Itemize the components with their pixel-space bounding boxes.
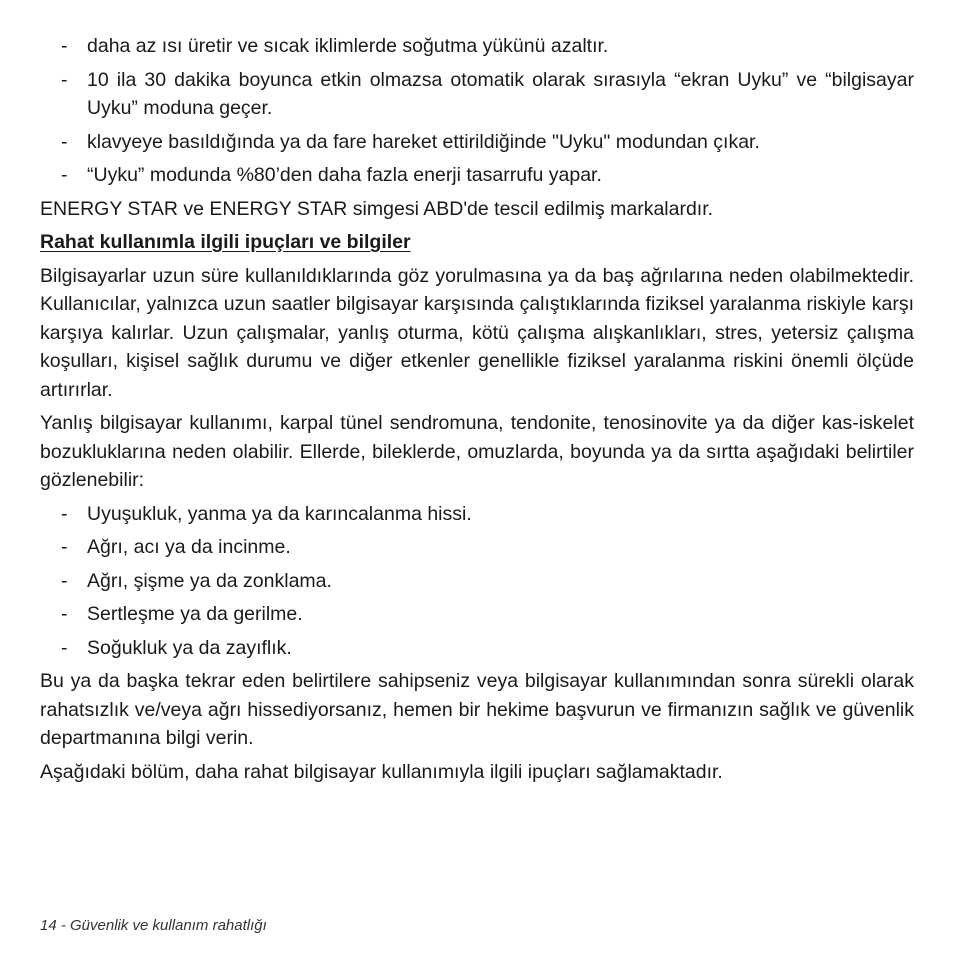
list-item-text: Ağrı, acı ya da incinme. <box>87 536 291 558</box>
document-page <box>40 32 914 791</box>
list-item-text: klavyeye basıldığında ya da fare hareket ettirildiğinde "Uyku" modundan çıkar. <box>87 130 760 153</box>
energy-star-note: ENERGY STAR ve ENERGY STAR simgesi ABD'de tescil edilmiş markalardır. <box>40 197 714 220</box>
list-item <box>40 634 914 663</box>
section-heading: Rahat kullanımla ilgili ipuçları ve bilgiler <box>40 231 411 253</box>
list-dash: - <box>61 636 68 659</box>
list-item <box>40 600 914 629</box>
list-dash: - <box>61 502 68 525</box>
list-item <box>40 533 914 562</box>
list-item <box>40 32 914 61</box>
paragraph-tips-intro: Aşağıdaki bölüm, daha rahat bilgisayar kullanımıyla ilgili ipuçları sağlamaktadır. <box>40 760 723 783</box>
list-item-text: Ağrı, şişme ya da zonklama. <box>87 569 332 592</box>
list-item <box>40 567 914 596</box>
paragraph-disorders: Yanlış bilgisayar kullanımı, karpal tünel sendromuna, tendonite, tenosinovite ya da diğer kas-iskelet bozukluklarına neden olabilir. Ellerde, bileklerde, omuzlarda, boyunda ya da sırtta aşağıdaki belirtiler gözlenebilir: <box>40 412 914 491</box>
list-item-text: 10 ila 30 dakika boyunca etkin olmazsa otomatik olarak sırasıyla “ekran Uyku” ve “bilgisayar Uyku” moduna geçer. <box>87 68 914 119</box>
intro-list <box>40 32 914 190</box>
paragraph-see-doctor: Bu ya da başka tekrar eden belirtilere sahipseniz veya bilgisayar kullanımından sonra sürekli olarak rahatsızlık ve/veya ağrı hissediyorsanız, hemen bir hekime başvurun ve firmanızın sağlık ve güvenlik departmanına bilgi verin. <box>40 670 914 749</box>
list-item-text: “Uyku” modunda %80’den daha fazla enerji tasarrufu yapar. <box>87 164 602 186</box>
list-item-text: Soğukluk ya da zayıflık. <box>87 636 292 659</box>
list-dash: - <box>61 603 68 625</box>
symptoms-list <box>40 500 914 663</box>
list-item <box>40 66 914 123</box>
list-item <box>40 500 914 529</box>
list-dash: - <box>61 569 68 592</box>
list-item-text: daha az ısı üretir ve sıcak iklimlerde soğutma yükünü azaltır. <box>87 35 609 57</box>
list-dash: - <box>61 35 68 57</box>
list-item-text: Sertleşme ya da gerilme. <box>87 603 303 625</box>
list-item <box>40 128 914 157</box>
list-dash: - <box>61 68 68 91</box>
list-dash: - <box>61 164 68 186</box>
paragraph-discomfort: Bilgisayarlar uzun süre kullanıldıklarında göz yorulmasına ya da baş ağrılarına neden olabilmektedir. Kullanıcılar, yalnızca uzun saatler bilgisayar karşısında çalıştıklarında fiziksel yaralanma riskiyle karşı karşıya kalırlar. Uzun çalışmalar, yanlış oturma, kötü çalışma alışkanlıkları, stres, yetersiz çalışma koşulları, kişisel sağlık durumu ve diğer etkenler genellikle fiziksel yaralanma riskini önemli ölçüde artırırlar. <box>40 264 914 401</box>
list-item-text: Uyuşukluk, yanma ya da karıncalanma hissi. <box>87 502 472 525</box>
list-dash: - <box>61 536 68 558</box>
list-item <box>40 161 914 190</box>
list-dash: - <box>61 130 68 153</box>
page-footer: 14 - Güvenlik ve kullanım rahatlığı <box>40 917 267 934</box>
